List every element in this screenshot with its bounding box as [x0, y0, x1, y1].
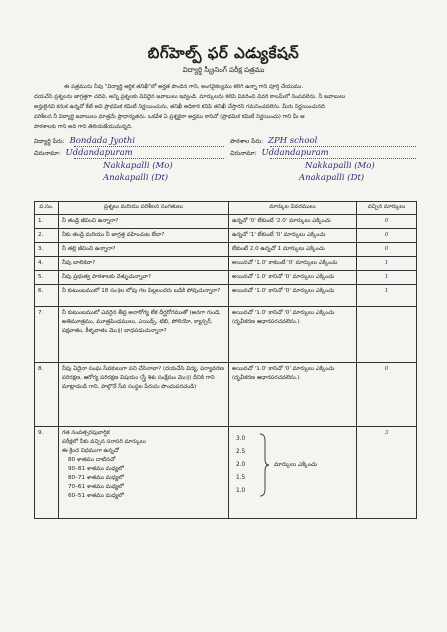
table-row	[35, 243, 417, 257]
school-address-line-3-wrap	[296, 173, 364, 183]
row-number: 2.	[35, 229, 59, 243]
table-header-row	[35, 202, 417, 215]
form-subtitle: విద్యార్థి స్క్రీనింగ్ పరీక్ష పత్రము	[182, 66, 265, 74]
school-address-label: చిరునామా	[230, 150, 255, 157]
row-question	[59, 427, 229, 519]
student-address-field[interactable]: చిరునామా: Uddandapuram	[34, 148, 133, 158]
row-question: నీ కుటుంబములో 18 సం॥ల లోపు గల పిల్లలందరు బడికి పోవుచున్నారా?	[59, 285, 229, 307]
row-marks: అయినచో '1.0' కానిచో '0' మార్కులు ఎక్కించు	[229, 271, 357, 285]
row-number: 5.	[35, 271, 59, 285]
school-name-value: ZPH school	[268, 136, 318, 146]
header-marks: మార్కుల వివరములు	[229, 202, 357, 215]
school-name-field[interactable]: పాఠశాల పేరు: ZPH school	[230, 136, 318, 146]
score-value: 1.0	[236, 488, 246, 494]
score-scale	[232, 429, 353, 501]
row-marks: అయినచో '1.0' కాకుంటే '0' మార్కులు ఎక్కించు	[229, 257, 357, 271]
student-name-value: Bondada Jyothi	[69, 136, 136, 146]
row-question: నీవు ఏదైనా సంఘ సేవకులుగా పని చేసినావా? (దయచేసి విద్య, పర్యావరణ పరిరక్షణ, ఆరోగ్య పరిరక్షణ విషయం (స్త్రీ శిశు సంక్షేమం మొ॥) దీనికి గాని మాట్లాడండి గాని, పాల్గొనే సేవ సంస్థల పేరును పొందుపరచండి)	[59, 363, 229, 427]
row-question: నీ తల్లి జీవించి ఉన్నారా?	[59, 243, 229, 257]
row-answer[interactable]: 1	[357, 257, 417, 271]
row-question: నీవు బాలికవా?	[59, 257, 229, 271]
row-marks: లేకుంటే 2.0 ఉన్నచో 1 మార్కులు ఎక్కించు	[229, 243, 357, 257]
row-answer[interactable]: 1	[357, 285, 417, 307]
q9-line: 60–51 శాతము మధ్యలో	[68, 493, 124, 499]
header-question: ప్రశ్నలు మరియు పరిశీలన సంగతులు	[59, 202, 229, 215]
row-marks: ఉన్నచో '1' లేకుంటే '0' మార్కులు ఎక్కించు	[229, 229, 357, 243]
row-marks: అయినచో '1.0' కానిచో '0' మార్కులు ఎక్కించు	[229, 285, 357, 307]
instruction-line: పాఠశాలకు గాని అది గాని తెలియజేయుమన్నది.	[34, 124, 133, 130]
school-underline	[270, 146, 416, 147]
student-name-label: విద్యార్థి పేరు	[34, 138, 63, 145]
row-question: నీవు ప్రభుత్వ పాఠశాలకు వెళ్ళుచున్నావా?	[59, 271, 229, 285]
school-address-line-2: Nakkapalli (Mo)	[305, 161, 375, 171]
row-answer[interactable]: 1	[357, 271, 417, 285]
row-answer[interactable]: 3	[357, 427, 417, 519]
row-number: 8.	[35, 363, 59, 427]
form-title: బిగ్‌హెల్ప్ ఫర్ ఎడ్యుకేషన్	[147, 44, 300, 62]
score-value: 2.5	[236, 449, 246, 455]
row-number: 1.	[35, 215, 59, 229]
row-number: 3.	[35, 243, 59, 257]
score-value: 1.5	[236, 475, 246, 481]
student-address-label: చిరునామా	[34, 150, 59, 157]
row-number: 7.	[35, 307, 59, 363]
row-answer[interactable]: 0	[357, 363, 417, 427]
student-address-line-3: Anakapalli (Dt)	[103, 173, 169, 183]
row-number: 6.	[35, 285, 59, 307]
row-number: 9.	[35, 427, 59, 519]
q9-line: 90–81 శాతము మధ్యలో	[68, 466, 124, 472]
q9-line: పరీక్షలో నీకు వచ్చిన సరాసరి మార్కులు	[62, 439, 146, 445]
instruction-line: దయచేసి ప్రశ్నలను జాగ్రత్తగా చదివి, అన్ని ప్రశ్నలకు వివిధైన జవాబులు ఇవ్వండి. మార్కులను కలిపి వివరించి చివరి కాలమ్‌లో నింపవలెను. నీ జవాబులు	[34, 94, 346, 100]
table-row	[35, 215, 417, 229]
instructions-paragraph	[34, 82, 416, 132]
row-answer[interactable]: 0	[357, 215, 417, 229]
table-row	[35, 257, 417, 271]
row-marks: అయినచో '1.0' కానిచో '0' మార్కులు ఎక్కించు (దృవీకరణ ఆధారపరచవలెను.)	[229, 307, 357, 363]
header-obtained: వచ్చిన మార్కులు	[357, 202, 417, 215]
address-underline	[74, 158, 224, 159]
name-underline	[74, 146, 224, 147]
table-row	[35, 307, 417, 363]
table-row	[35, 427, 417, 519]
row-question: నీ తండ్రి జీవించి ఉన్నారా?	[59, 215, 229, 229]
table-row	[35, 285, 417, 307]
row-marks	[229, 427, 357, 519]
row-question: నీకు తండ్రి మరియు నీ జాగ్రత్త వహించుట లేదా?	[59, 229, 229, 243]
student-details	[34, 136, 416, 196]
school-address-line-1: Uddandapuram	[261, 148, 329, 158]
student-address-line-2: Nakkapalli (Mo)	[103, 161, 173, 171]
row-answer[interactable]: 0	[357, 229, 417, 243]
score-instruction: మార్కులు ఎక్కించు	[274, 462, 318, 468]
table-row	[35, 271, 417, 285]
row-marks: ఉన్నచో '0' లేకుంటే '2.0' మార్కులు ఎక్కించు	[229, 215, 357, 229]
student-name-field[interactable]: విద్యార్థి పేరు: Bondada Jyothi	[34, 136, 136, 146]
q9-line: 80 శాతము దాటినచో	[68, 457, 116, 463]
instruction-line: పరిశీలన నీ విద్యార్థి జవాబులు మాత్రమే ప్రాధాన్యతను. ఒకవేళ ఏ ప్రశ్నకైనా అర్హము కానిచో (ప్రాథమిక కమిటీ నిర్ణయించు) గాని మీ ఆ	[34, 114, 305, 120]
q9-line: ఈ క్రింద విధముగా ఉన్నచో	[62, 448, 119, 454]
row-marks: అయినచో '1.0' కానిచో '0' మార్కులు ఎక్కించు (దృవీకరణ ఆధారపరచవలెను.)	[229, 363, 357, 427]
table-row	[35, 363, 417, 427]
row-answer[interactable]	[357, 307, 417, 363]
screening-table	[34, 201, 417, 519]
curly-brace-icon	[258, 433, 270, 497]
row-answer[interactable]: 0	[357, 243, 417, 257]
school-address-line-3: Anakapalli (Dt)	[299, 173, 365, 183]
school-address-line-2-wrap	[302, 161, 375, 171]
row-question: నీ కుటుంబములో ఎవరైన తీవ్ర అనారోగ్య లేక దీర్ఘరోగముతో (అనగా గుండె, అతిమూత్రము, మూత్రపిండములు, ఎయిడ్స్, టిబి, పోలియో, క్యాన్సర్, పక్షవాతం, కీళ్ళవాతం మొ॥) బాధపడుచున్నారా?	[59, 307, 229, 363]
q9-line: 70–61 శాతము మధ్యలో	[68, 484, 124, 490]
instruction-line: ఈ పత్రమును నీవు "విద్యార్థి ఆర్థిక తనిఖీ"లో అర్హత పొందిన గాని, అంగవైకల్యము కలిగి ఉన్నా గాని పూర్తి చేయుము.	[64, 84, 304, 90]
q9-line: 80–71 శాతము మధ్యలో	[68, 475, 124, 481]
score-value: 2.0	[236, 462, 246, 468]
header-serial: ప.సం.	[35, 202, 59, 215]
school-name-label: పాఠశాల పేరు	[230, 138, 262, 145]
student-address-line-3-wrap	[100, 173, 168, 183]
school-address-field[interactable]: చిరునామా: Uddandapuram	[230, 148, 329, 158]
school-address-underline	[270, 158, 416, 159]
table-row	[35, 229, 417, 243]
student-address-line-2-wrap	[100, 161, 173, 171]
row-number: 4.	[35, 257, 59, 271]
q9-line: గత సంవత్సరపువార్షిక	[62, 430, 110, 436]
student-address-line-1: Uddandapuram	[65, 148, 133, 158]
score-value: 3.0	[236, 436, 246, 442]
instruction-line: అర్హులైనవి కనుక ఉన్నవో కేటే అవి ప్రాథమిక కమిటీ నిర్ణయించును, తనిఖీ అధికారి కనిపి తనిఖీ చేస్తారని గమనించవలెను. మీరు నిర్ణయించునది	[34, 104, 325, 110]
